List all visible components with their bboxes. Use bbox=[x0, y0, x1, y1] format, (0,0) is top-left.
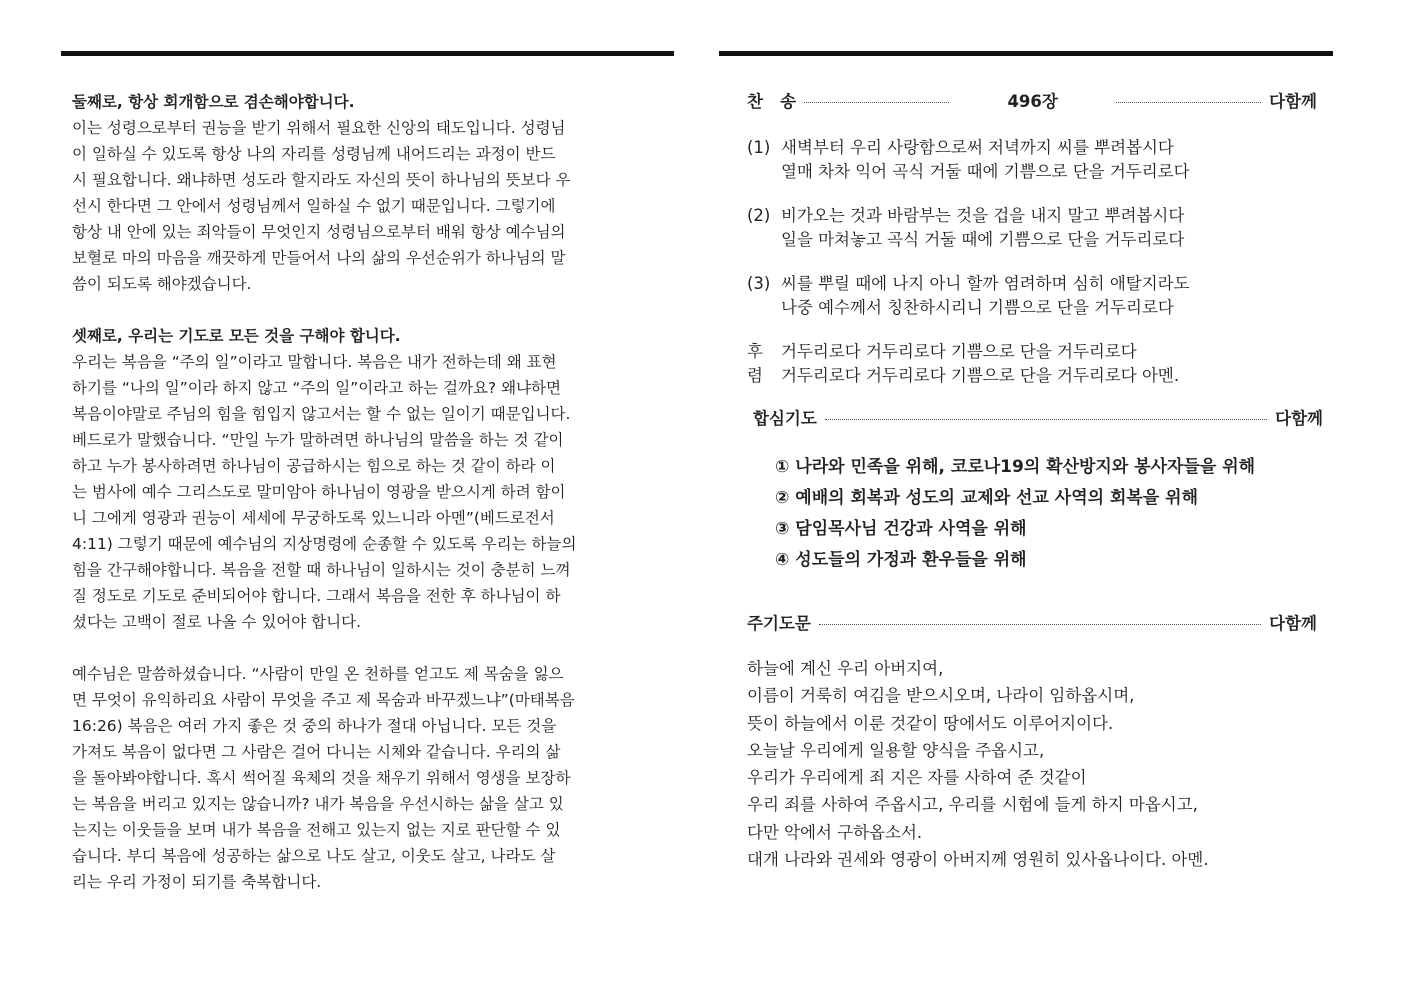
verse-line: 씨를 뿌릴 때에 나지 아니 할까 염려하며 심히 애탈지라도 bbox=[781, 274, 1190, 293]
section4-line: 는지는 이웃들을 보며 내가 복음을 전해고 있는지 없는 지로 판단할 수 있 bbox=[72, 821, 561, 839]
chorus-label: 후 bbox=[747, 342, 763, 361]
hymn-number: 496장 bbox=[1007, 92, 1058, 111]
hymn-verse bbox=[747, 272, 1317, 320]
prayer-item: ② 예배의 회복과 성도의 교제와 선교 사역의 회복을 위해 bbox=[775, 488, 1199, 508]
section4-line: 16:26) 복음은 여러 가지 좋은 것 중의 하나가 절대 아닙니다. 모든 것을 bbox=[72, 717, 557, 735]
unison-prayer-participants: 다함께 bbox=[1275, 409, 1323, 428]
section3-line: 복음이야말로 주님의 힘을 힘입지 않고서는 할 수 없는 일이기 때문입니다. bbox=[72, 405, 571, 423]
section3-line: 하기를 “나의 일”이라 하지 않고 “주의 일”이라고 하는 걸까요? 왜냐하면 bbox=[72, 379, 561, 397]
section3-line: 힘을 간구해야합니다. 복음을 전할 때 하나님이 일하시는 것이 충분히 느껴 bbox=[72, 561, 571, 579]
dotted-leader bbox=[819, 624, 1261, 625]
unison-prayer-title: 합심기도 bbox=[753, 409, 817, 428]
section4-line: 을 돌아봐야합니다. 혹시 썩어질 육체의 것을 채우기 위해서 영생을 보장하 bbox=[72, 769, 571, 787]
chorus-text: 거두리로다 거두리로다 기쁨으로 단을 거두리로다 아멘. bbox=[781, 366, 1180, 385]
lords-prayer-line: 하늘에 계신 우리 아버지여, bbox=[747, 659, 944, 678]
hymn-header bbox=[747, 86, 1317, 114]
section3-line: 하고 누가 봉사하려면 하나님이 공급하시는 힘으로 하는 것 같이 하라 이 bbox=[72, 457, 556, 475]
lords-prayer-title: 주기도문 bbox=[747, 614, 811, 633]
lords-prayer-line: 대개 나라와 권세와 영광이 아버지께 영원히 있사옵나이다. 아멘. bbox=[747, 850, 1209, 870]
hymn-verse bbox=[747, 204, 1317, 252]
right-page-top-rule bbox=[719, 51, 1333, 56]
section4-line: 면 무엇이 유익하리요 사람이 무엇을 주고 제 목숨과 바꾸겠느냐”(마태복음 bbox=[72, 691, 575, 709]
section2-line: 이는 성령으로부터 권능을 받기 위해서 필요한 신앙의 태도입니다. 성령님 bbox=[72, 119, 566, 137]
section4-body bbox=[72, 661, 642, 895]
lords-prayer-line: 우리가 우리에게 죄 지은 자를 사하여 준 것같이 bbox=[747, 768, 1087, 788]
lords-prayer-participants: 다함께 bbox=[1269, 614, 1317, 633]
dotted-leader bbox=[825, 419, 1267, 420]
section2-line: 보혈로 마의 마음을 깨끗하게 만들어서 나의 삶의 우선순위가 하나님의 말 bbox=[72, 249, 566, 267]
prayer-item: ③ 담임목사님 건강과 사역을 위해 bbox=[775, 519, 1027, 539]
section2-line: 선시 한다면 그 안에서 성령님께서 일하실 수 없기 때문입니다. 그렇기에 bbox=[72, 197, 556, 215]
hymn-chorus-line bbox=[747, 364, 1317, 388]
section2-heading: 둘째로, 항상 회개함으로 겸손해야합니다. bbox=[72, 93, 355, 111]
verse-line: 새벽부터 우리 사랑함으로써 저녁까지 씨를 뿌려봅시다 bbox=[781, 138, 1174, 157]
section2-line: 시 필요합니다. 왜냐하면 성도라 할지라도 자신의 뜻이 하나님의 뜻보다 우 bbox=[72, 171, 571, 189]
prayer-list bbox=[775, 452, 1317, 576]
chorus-label: 렴 bbox=[747, 366, 763, 385]
dotted-leader bbox=[1116, 102, 1261, 103]
unison-prayer-header bbox=[753, 403, 1323, 431]
section2-line: 이 일하실 수 있도록 항상 나의 자리를 성령님께 내어드리는 과정이 반드 bbox=[72, 145, 556, 163]
section3-heading: 셋째로, 우리는 기도로 모든 것을 구해야 합니다. bbox=[72, 327, 401, 345]
lords-prayer-line: 다만 악에서 구하옵소서. bbox=[747, 822, 923, 842]
section4-line: 습니다. 부디 복음에 성공하는 삶으로 나도 살고, 이웃도 살고, 나라도 살 bbox=[72, 847, 556, 865]
section2-line: 씀이 되도록 해야겠습니다. bbox=[72, 275, 252, 293]
section4-line: 가져도 복음이 없다면 그 사람은 걸어 다니는 시체와 같습니다. 우리의 삶 bbox=[72, 743, 561, 761]
lords-prayer-text bbox=[747, 655, 1317, 873]
section3-line: 우리는 복음을 “주의 일”이라고 말합니다. 복음은 내가 전하는데 왜 표현 bbox=[72, 353, 557, 371]
section4-line: 예수님은 말씀하셨습니다. “사람이 만일 온 천하를 얻고도 제 목숨을 잃으 bbox=[72, 665, 564, 683]
left-page bbox=[72, 89, 642, 895]
verse-number: (3) bbox=[747, 274, 771, 293]
lords-prayer-line: 뜻이 하늘에서 이룬 것같이 땅에서도 이루어지이다. bbox=[747, 713, 1114, 733]
hymn-title: 찬 송 bbox=[747, 92, 797, 111]
verse-line: 일을 마쳐놓고 곡식 거둘 때에 기쁨으로 단을 거두리로다 bbox=[781, 230, 1185, 249]
verse-line: 나중 예수께서 칭찬하시리니 기쁨으로 단을 거두리로다 bbox=[781, 298, 1174, 317]
verse-line: 비가오는 것과 바람부는 것을 겁을 내지 말고 뿌려봅시다 bbox=[781, 206, 1185, 225]
lords-prayer-line: 이름이 거룩히 여김을 받으시오며, 나라이 임하옵시며, bbox=[747, 686, 1135, 706]
section2-body bbox=[72, 115, 642, 297]
section3-line: 질 정도로 기도로 준비되어야 합니다. 그래서 복음을 전한 후 하나님이 하 bbox=[72, 587, 561, 605]
left-page-top-rule bbox=[61, 51, 674, 56]
section3-line: 베드로가 말했습니다. “만일 누가 말하려면 하나님의 말씀을 하는 것 같이 bbox=[72, 431, 564, 449]
verse-number: (1) bbox=[747, 138, 771, 157]
section4-line: 는 복음을 버리고 있지는 않습니까? 내가 복음을 우선시하는 삶을 살고 있 bbox=[72, 795, 564, 813]
lords-prayer-header bbox=[747, 608, 1317, 636]
hymn-verse bbox=[747, 136, 1317, 184]
verse-number: (2) bbox=[747, 206, 771, 225]
section3-line: 니 그에게 영광과 권능이 세세에 무궁하도록 있느니라 아멘”(베드로전서 bbox=[72, 509, 555, 527]
dotted-leader bbox=[804, 102, 949, 103]
prayer-item: ④ 성도들의 가정과 환우들을 위해 bbox=[775, 550, 1027, 570]
section4-line: 리는 우리 가정이 되기를 축복합니다. bbox=[72, 873, 322, 891]
section3-body bbox=[72, 349, 642, 635]
lords-prayer-line: 우리 죄를 사하여 주옵시고, 우리를 시험에 들게 하지 마옵시고, bbox=[747, 795, 1198, 815]
section3-line: 는 범사에 예수 그리스도로 말미암아 하나님이 영광을 받으시게 하려 함이 bbox=[72, 483, 566, 501]
section3-line: 셨다는 고백이 절로 나올 수 있어야 합니다. bbox=[72, 613, 362, 631]
prayer-item: ① 나라와 민족을 위해, 코로나19의 확산방지와 봉사자들을 위해 bbox=[775, 457, 1256, 477]
right-page bbox=[747, 86, 1323, 873]
section2-line: 항상 내 안에 있는 죄악들이 무엇인지 성령님으로부터 배워 항상 예수님의 bbox=[72, 223, 566, 241]
hymn-chorus-line bbox=[747, 340, 1317, 364]
section3-line: 4:11) 그렇기 때문에 예수님의 지상명령에 순종할 수 있도록 우리는 하늘의 bbox=[72, 535, 577, 553]
lords-prayer-line: 오늘날 우리에게 일용할 양식을 주옵시고, bbox=[747, 740, 1045, 760]
verse-line: 열매 차차 익어 곡식 거둘 때에 기쁨으로 단을 거두리로다 bbox=[781, 162, 1190, 181]
hymn-participants: 다함께 bbox=[1269, 92, 1317, 111]
chorus-text: 거두리로다 거두리로다 기쁨으로 단을 거두리로다 bbox=[781, 342, 1137, 361]
